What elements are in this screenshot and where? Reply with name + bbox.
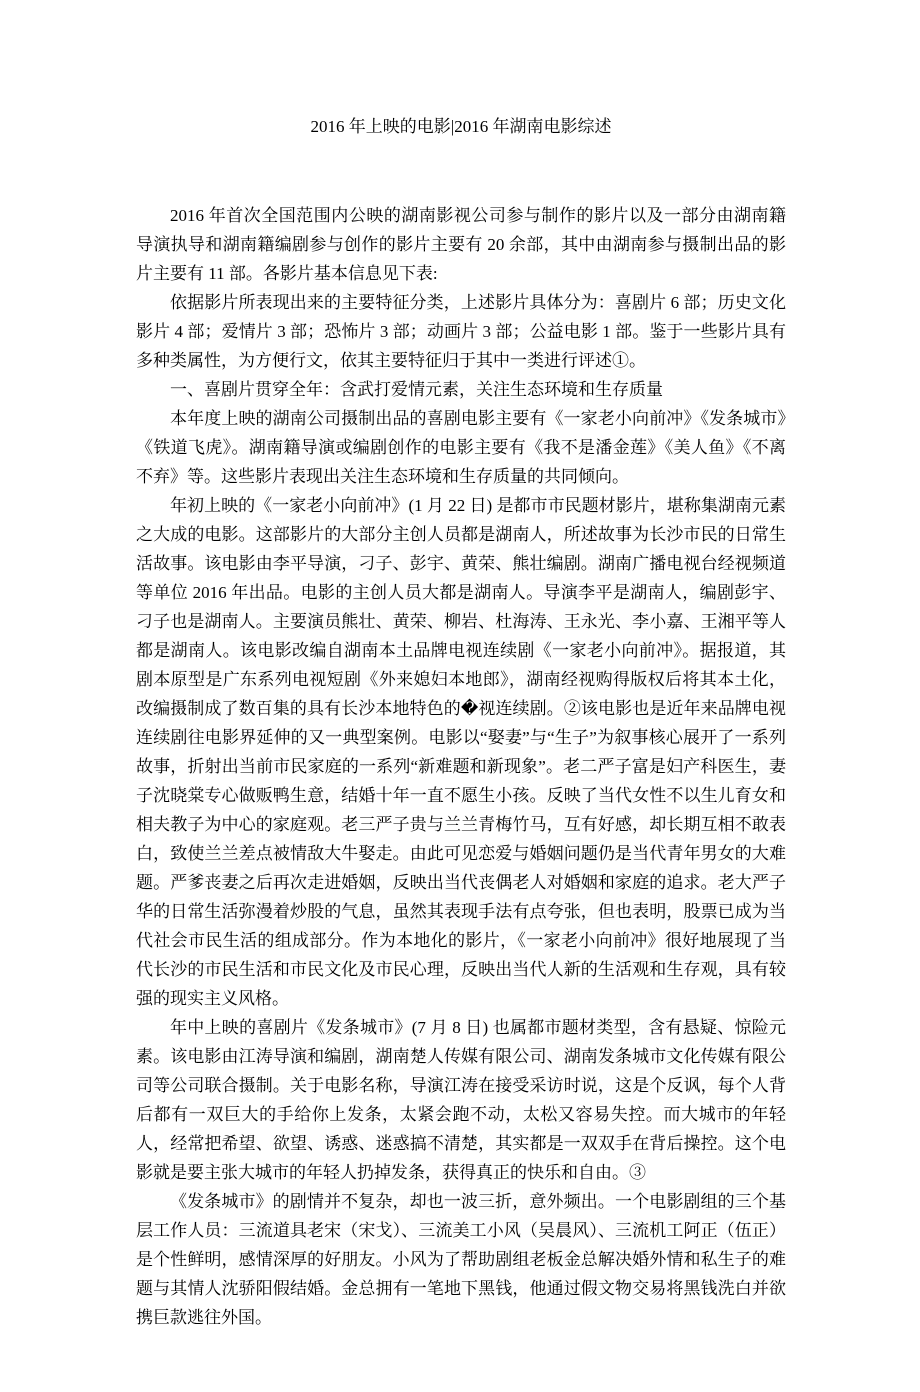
paragraph-fatiao-plot: 《发条城市》的剧情并不复杂，却也一波三折，意外频出。一个电影剧组的三个基层工作人员：三流道具老宋（宋戈）、三流美工小风（吴晨风）、三流机工阿正（伍正）是个性鲜明，感情深厚的好朋友。小风为了帮助剧组老板金总解决婚外情和私生子的难题与其情人沈骄阳假结婚。金总拥有一笔地下黑钱，他通过假文物交易将黑钱洗白并欲携巨款逃往外国。 [136,1192,786,1327]
paragraph-yijialaoxiao-xiangqianchong: 年初上映的《一家老小向前冲》(1 月 22 日) 是都市市民题材影片，堪称集湖南元素之大成的电影。这部影片的大部分主创人员都是湖南人，所述故事为长沙市民的日常生活故事。该电影由李平导演，刁子、彭宇、黄荣、熊壮编剧。湖南广播电视台经视频道等单位 2016 年出品。电影的主创人员大都是湖南人。导演李平是湖南人，编剧彭宇、刁子也是湖南人。主要演员熊壮、黄荣、柳岩、杜海涛、王永光、李小嘉、王湘平等人都是湖南人。该电影改编自湖南本土品牌电视连续剧《一家老小向前冲》。据报道，其剧本原型是广东系列电视短剧《外来媳妇本地郎》，湖南经视购得版权后将其本土化，改编摄制成了数百集的具有长沙本地特色的�视连续剧。②该电影也是近年来品牌电视连续剧往电影界延伸的又一典型案例。电影以“娶妻”与“生子”为叙事核心展开了一系列故事，折射出当前市民家庭的一系列“新难题和新现象”。老二严子富是妇产科医生，妻子沈晓棠专心做贩鸭生意，结婚十年一直不愿生小孩。反映了当代女性不以生儿育女和相夫教子为中心的家庭观。老三严子贵与兰兰青梅竹马，互有好感，却长期互相不敢表白，致使兰兰差点被情敌大牛娶走。由此可见恋爱与婚姻问题仍是当代青年男女的大难题。严爹丧妻之后再次走进婚姻，反映出当代丧偶老人对婚姻和家庭的追求。老大严子华的日常生活弥漫着炒股的气息，虽然其表现手法有点夸张，但也表明，股票已成为当代社会市民生活的组成部分。作为本地化的影片，《一家老小向前冲》很好地展现了当代长沙的市民生活和市民文化及市民心理，反映出当代人新的生活观和生存观，具有较强的现实主义风格。 [136,496,786,1008]
document-body [136,201,786,1332]
paragraph-intro: 2016 年首次全国范围内公映的湖南影视公司参与制作的影片以及一部分由湖南籍导演执导和湖南籍编剧参与创作的影片主要有 20 余部，其中由湖南参与摄制出品的影片主要有 11 部。各影片基本信息见下表: [136,206,786,283]
section-heading-comedy: 一、喜剧片贯穿全年：含武打爱情元素，关注生态环境和生存质量 [170,380,663,399]
paragraph-comedy-overview: 本年度上映的湖南公司摄制出品的喜剧电影主要有《一家老小向前冲》《发条城市》《铁道飞虎》。湖南籍导演或编剧创作的电影主要有《我不是潘金莲》《美人鱼》《不离不弃》等。这些影片表现出关注生态环境和生存质量的共同倾向。 [136,409,786,486]
paragraph-classification: 依据影片所表现出来的主要特征分类，上述影片具体分为：喜剧片 6 部；历史文化影片 4 部；爱情片 3 部；恐怖片 3 部；动画片 3 部；公益电影 1 部。鉴于一些影片具有多种类属性，为方便行文，依其主要特征归于其中一类进行评述①。 [136,293,786,370]
paragraph-fatiao-chengshi: 年中上映的喜剧片《发条城市》(7 月 8 日) 也属都市题材类型，含有悬疑、惊险元素。该电影由江涛导演和编剧，湖南楚人传媒有限公司、湖南发条城市文化传媒有限公司等公司联合摄制。关于电影名称，导演江涛在接受采访时说，这是个反讽，每个人背后都有一双巨大的手给你上发条，太紧会跑不动，太松又容易失控。而大城市的年轻人，经常把希望、欲望、诱惑、迷惑搞不清楚，其实都是一双双手在背后操控。这个电影就是要主张大城市的年轻人扔掉发条，获得真正的快乐和自由。③ [136,1018,786,1182]
document-title: 2016 年上映的电影|2016 年湖南电影综述 [310,117,612,136]
